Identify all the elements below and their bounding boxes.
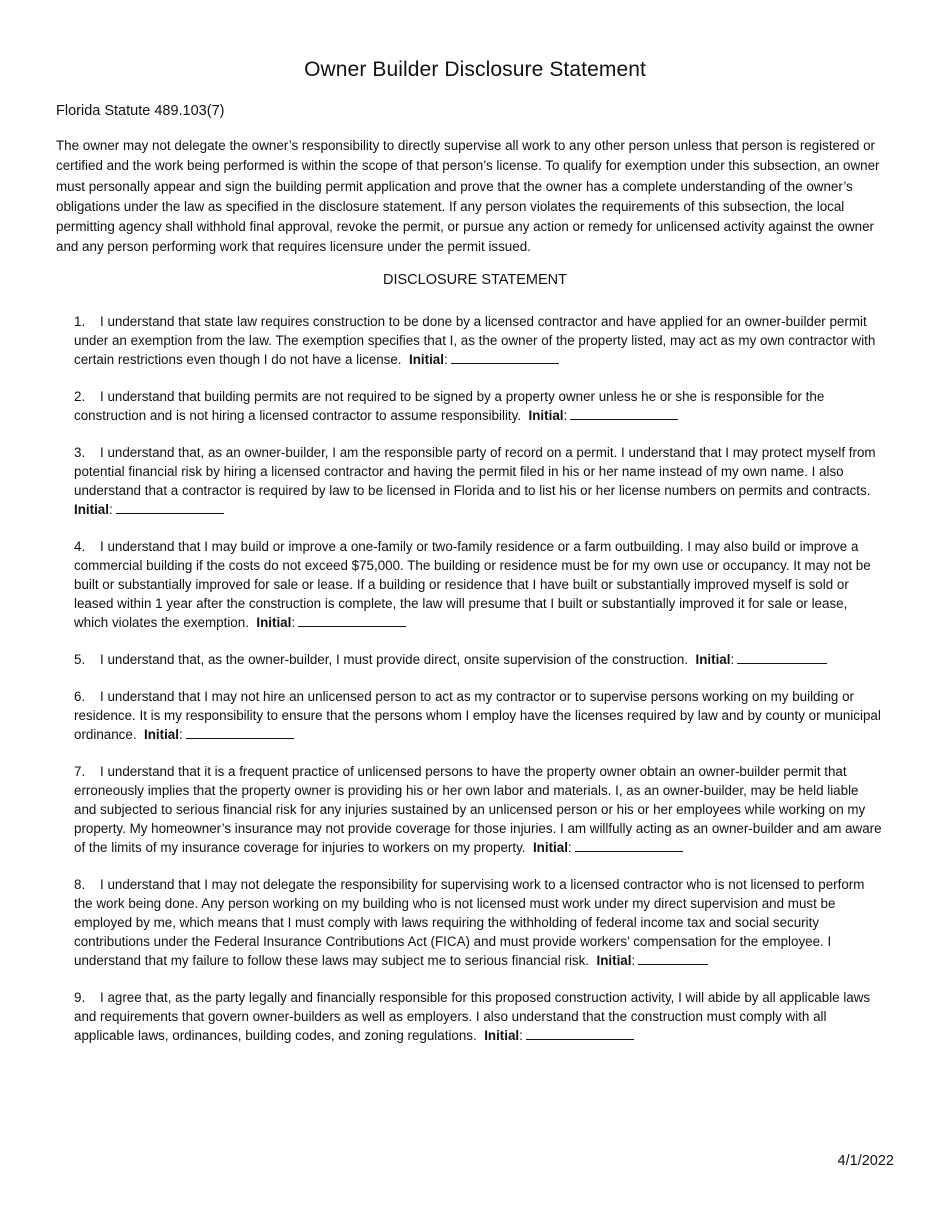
item-number: 6. xyxy=(74,689,86,704)
item-text: I understand that I may not hire an unlicensed person to act as my contractor or to supervise persons working on my building or residence. It is my responsibility to ensure that the persons whom I employ have the licenses required by law and by county or municipal ordinance. xyxy=(74,689,881,742)
initial-field-9[interactable] xyxy=(526,1026,634,1040)
item-number: 2. xyxy=(74,389,86,404)
item-number: 7. xyxy=(74,764,86,779)
initial-field-8[interactable] xyxy=(638,951,708,965)
initial-field-2[interactable] xyxy=(570,406,678,420)
initial-label: Initial xyxy=(484,1028,520,1043)
initial-label: Initial xyxy=(528,408,564,423)
item-text: I understand that I may not delegate the responsibility for supervising work to a licensed contractor who is not licensed to perform the work being done. Any person working on my building who is not licensed must work under my direct supervision and must be employed by me, which means that I must comply with laws requiring the withholding of federal income tax and social security contributions under the Federal Insurance Contributions Act (FICA) and must provide workers’ compensation for the employee. I understand that my failure to follow these laws may subject me to serious financial risk. xyxy=(74,877,865,968)
item-number: 5. xyxy=(74,652,86,667)
item-text: I understand that I may build or improve a one-family or two-family residence or a farm outbuilding. I may also build or improve a commercial building if the costs do not exceed $75,000. The building or residence must be for my own use or occupancy. It may not be built or substantially improved for sale or lease. If a building or residence that I have built or substantially improved myself is sold or leased within 1 year after the construction is complete, the law will presume that I built or substantially improved it for sale or lease, which violates the exemption. xyxy=(74,539,871,630)
disclosure-item-6: 6. I understand that I may not hire an unlicensed person to act as my contractor or to supervise persons working on my building or residence. It is my responsibility to ensure that the persons whom I employ have the licenses required by law and by county or municipal ordinance. Initial: xyxy=(74,689,881,742)
disclosure-item-5: 5. I understand that, as the owner-builder, I must provide direct, onsite supervision of the construction. Initial: xyxy=(74,650,882,669)
initial-field-5[interactable] xyxy=(737,650,827,664)
item-text: I understand that, as the owner-builder, I must provide direct, onsite supervision of the construction. xyxy=(100,652,689,667)
disclosure-item-2: 2. I understand that building permits are not required to be signed by a property owner unless he or she is responsible for the construction and is not hiring a licensed contractor to assume responsibility. Initial: xyxy=(74,389,825,423)
initial-label: Initial xyxy=(74,502,109,517)
disclosure-list xyxy=(74,312,882,1063)
item-number: 4. xyxy=(74,539,86,554)
section-heading: DISCLOSURE STATEMENT xyxy=(383,272,567,288)
intro-paragraph: The owner may not delegate the owner’s responsibility to directly supervise all work to any other person unless that person is registered or certified and the work being performed is within the scope of that person’s license. To qualify for exemption under this subsection, an owner must personally appear and sign the building permit application and prove that the owner has a complete understanding of the owner’s obligations under the law as specified in the disclosure statement. If any person violates the requirements of this subsection, the local permitting agency shall withhold final approval, revoke the permit, or pursue any action or remedy for unlicensed activity against the owner and any person performing work that requires licensure under the permit issued. xyxy=(56,138,880,255)
item-number: 1. xyxy=(74,314,86,329)
initial-field-7[interactable] xyxy=(575,838,683,852)
disclosure-item-3: 3. I understand that, as an owner-builder, I am the responsible party of record on a permit. I understand that I may protect myself from potential financial risk by hiring a licensed contractor and having the permit filed in his or her name instead of my own name. I also understand that a contractor is required by law to be licensed in Florida and to list his or her license numbers on permits and contracts. Initial: xyxy=(74,445,876,517)
item-number: 8. xyxy=(74,877,86,892)
initial-label: Initial xyxy=(144,727,179,742)
initial-label: Initial xyxy=(408,352,444,367)
initial-field-3[interactable] xyxy=(116,500,224,514)
item-number: 3. xyxy=(74,445,86,460)
disclosure-item-1: 1. I understand that state law requires construction to be done by a licensed contractor and have applied for an owner-builder permit under an exemption from the law. The exemption specifies that I, as the owner of the property listed, may act as my own contractor with certain restrictions even though I do not have a license. Initial: xyxy=(74,314,876,367)
initial-label: Initial xyxy=(596,953,632,968)
item-text: I understand that state law requires construction to be done by a licensed contractor and have applied for an owner-builder permit under an exemption from the law. The exemption specifies that I, as the owner of the property listed, may act as my own contractor with certain restrictions even though I do not have a license. xyxy=(74,314,876,367)
initial-field-1[interactable] xyxy=(451,350,559,364)
disclosure-item-9: 9. I agree that, as the party legally and financially responsible for this proposed construction activity, I will abide by all applicable laws and requirements that govern owner-builders as well as employers. I also understand that the construction must comply with all applicable laws, ordinances, building codes, and zoning regulations. Initial: xyxy=(74,990,871,1043)
item-text: I understand that it is a frequent practice of unlicensed persons to have the property owner obtain an owner-builder permit that erroneously implies that the property owner is providing his or her own labor and materials. I, as an owner-builder, may be held liable and subjected to serious financial risk for any injuries sustained by an unlicensed person or his or her employees while working on my property. My homeowner’s insurance may not provide coverage for those injuries. I am willfully acting as an owner-builder and am aware of the limits of my insurance coverage for injuries to workers on my property. xyxy=(74,764,882,855)
disclosure-item-8: 8. I understand that I may not delegate the responsibility for supervising work to a licensed contractor who is not licensed to perform the work being done. Any person working on my building who is not licensed must work under my direct supervision and must be employed by me, which means that I must comply with laws requiring the withholding of federal income tax and social security contributions under the Federal Insurance Contributions Act (FICA) and must provide workers’ compensation for the employee. I understand that my failure to follow these laws may subject me to serious financial risk. Initial: xyxy=(74,877,865,968)
item-text: I understand that, as an owner-builder, I am the responsible party of record on a permit. I understand that I may protect myself from potential financial risk by hiring a licensed contractor and having the permit filed in his or her name instead of my own name. I also understand that a contractor is required by law to be licensed in Florida and to list his or her license numbers on permits and contracts. xyxy=(74,445,876,498)
initial-label: Initial xyxy=(695,652,731,667)
initial-label: Initial xyxy=(256,615,292,630)
disclosure-item-7: 7. I understand that it is a frequent practice of unlicensed persons to have the property owner obtain an owner-builder permit that erroneously implies that the property owner is providing his or her own labor and materials. I, as an owner-builder, may be held liable and subjected to serious financial risk for any injuries sustained by an unlicensed person or his or her employees while working on my property. My homeowner’s insurance may not provide coverage for those injuries. I am willfully acting as an owner-builder and am aware of the limits of my insurance coverage for injuries to workers on my property. Initial: xyxy=(74,764,882,855)
disclosure-item-4: 4. I understand that I may build or improve a one-family or two-family residence or a farm outbuilding. I may also build or improve a commercial building if the costs do not exceed $75,000. The building or residence must be for my own use or occupancy. It may not be built or substantially improved for sale or lease. If a building or residence that I have built or substantially improved myself is sold or leased within 1 year after the construction is complete, the law will presume that I built or substantially improved it for sale or lease, which violates the exemption. Initial: xyxy=(74,539,871,630)
document-date: 4/1/2022 xyxy=(837,1153,894,1169)
initial-field-6[interactable] xyxy=(186,725,294,739)
statute-reference: Florida Statute 489.103(7) xyxy=(56,103,225,119)
document-title: Owner Builder Disclosure Statement xyxy=(304,58,646,81)
initial-label: Initial xyxy=(532,840,568,855)
initial-field-4[interactable] xyxy=(298,613,406,627)
item-number: 9. xyxy=(74,990,86,1005)
item-text: I agree that, as the party legally and financially responsible for this proposed construction activity, I will abide by all applicable laws and requirements that govern owner-builders as well as employers. I also understand that the construction must comply with all applicable laws, ordinances, building codes, and zoning regulations. xyxy=(74,990,871,1043)
item-text: I understand that building permits are not required to be signed by a property owner unless he or she is responsible for the construction and is not hiring a licensed contractor to assume responsibility. xyxy=(74,389,825,423)
